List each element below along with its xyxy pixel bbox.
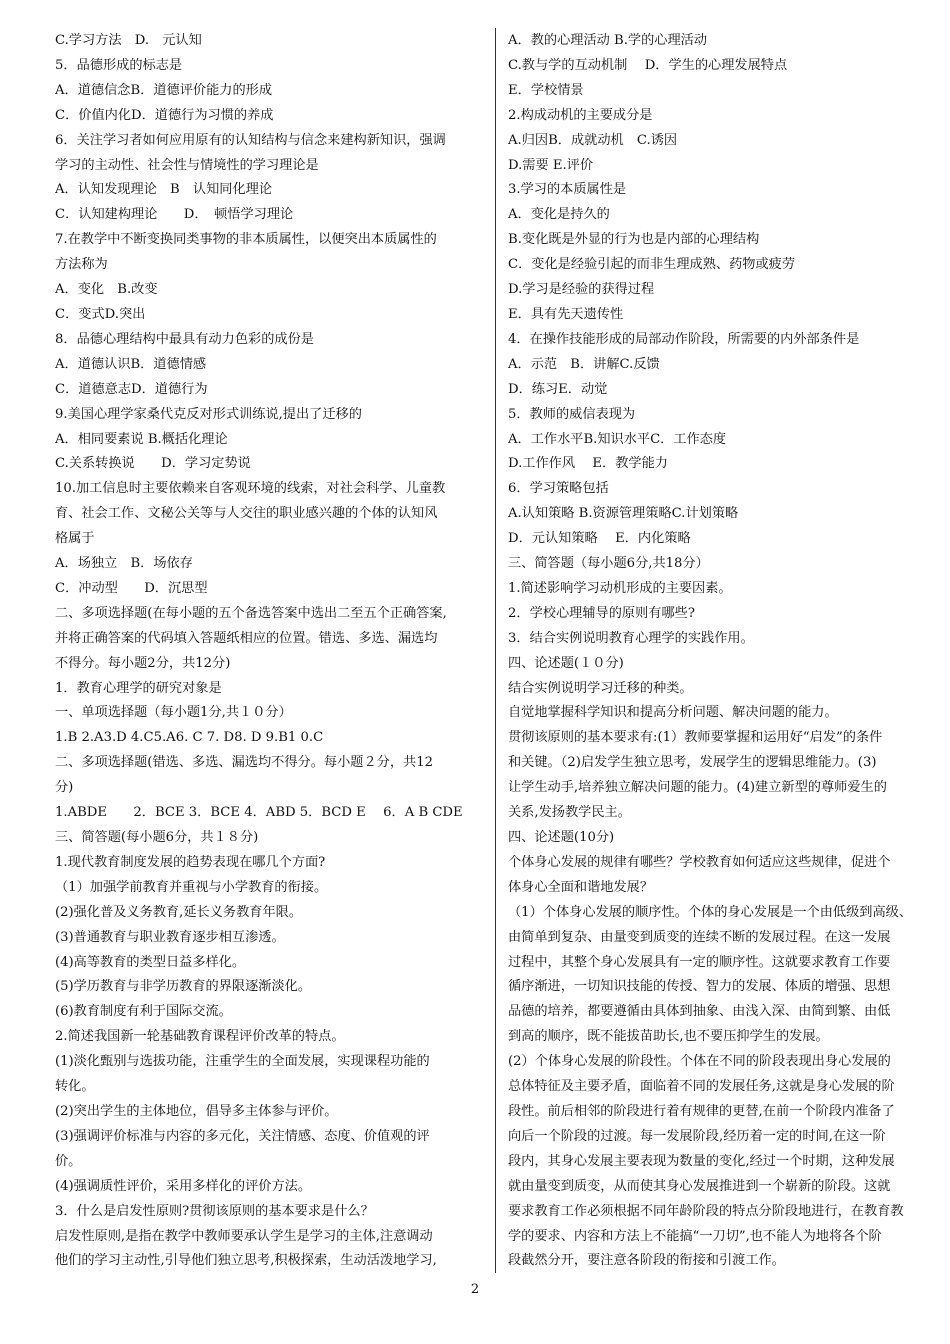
text-line: 就由量变到质变，从而使其身心发展推进到一个崭新的阶段。这就 (508, 1178, 891, 1194)
text-line: 总体特征及主要矛盾，面临着不同的发展任务,这就是身心发展的阶 (508, 1079, 895, 1095)
text-line: A.归因B．成就动机 C.诱因 (508, 132, 678, 148)
text-line: 1.ABDE 2．BCE 3．BCE 4．ABD 5．BCD E 6．A B CDE (55, 805, 463, 821)
text-line: 2．学校心理辅导的原则有哪些? (508, 605, 695, 621)
text-line: 8．品德心理结构中最具有动力色彩的成份是 (55, 331, 314, 347)
text-line: 5．品德形成的标志是 (55, 57, 183, 73)
text-line: C．价值内化D．道德行为习惯的养成 (55, 107, 274, 123)
text-line: 2.构成动机的主要成分是 (508, 107, 653, 123)
text-line: 3．什么是启发性原则?贯彻该原则的基本要求是什么？ (55, 1203, 374, 1219)
text-line: 不得分。每小题2分，共12分) (55, 655, 231, 671)
text-line: 学的要求、内容和方法上不能搞“一刀切”,也不能人为地将各个阶 (508, 1228, 882, 1244)
text-line: 并将正确答案的代码填入答题纸相应的位置。错选、多选、漏选均 (55, 630, 438, 646)
text-line: 1.B 2.A3.D 4.C5.A6. C 7. D8. D 9.B1 0.C (55, 730, 324, 746)
text-line: (2)突出学生的主体地位，倡导多主体参与评价。 (55, 1103, 338, 1119)
text-line: 品德的培养，都要遵循由具体到抽象、由浅入深、由简到繁、由低 (508, 1004, 891, 1020)
text-line: E．学校情景 (508, 82, 584, 98)
text-line: 他们的学习主动性,引导他们独立思考,积极探索，生动活泼地学习, (55, 1253, 437, 1269)
text-line: 段性。前后相邻的阶段进行着有规律的更替,在前一个阶段内准备了 (508, 1103, 895, 1119)
text-line: 育、社会工作、文秘公关等与人交往的职业感兴趣的个体的认知风 (55, 506, 438, 522)
text-line: 个体身心发展的规律有哪些？学校教育如何适应这些规律，促进个 (508, 854, 891, 870)
text-line: 到高的顺序，既不能拔苗助长,也不要压抑学生的发展。 (508, 1029, 829, 1045)
text-line: (4)强调质性评价，采用多样化的评价方法。 (55, 1178, 312, 1194)
text-line: 3.学习的本质属性是 (508, 182, 627, 198)
text-line: D.需要 E.评价 (508, 157, 594, 173)
text-line: 结合实例说明学习迁移的种类。 (508, 680, 693, 696)
text-line: 1．教育心理学的研究对象是 (55, 680, 222, 696)
text-line: A．变化 B.改变 (55, 282, 158, 298)
text-line: 1.现代教育制度发展的趋势表现在哪几个方面? (55, 854, 326, 870)
text-line: C.关系转换说 D．学习定势说 (55, 456, 251, 472)
text-line: (4)高等教育的类型日益多样化。 (55, 954, 246, 970)
text-line: 学习的主动性、社会性与情境性的学习理论是 (55, 157, 319, 173)
text-line: 分) (55, 780, 74, 796)
text-line: 7.在教学中不断变换同类事物的非本质属性，以便突出本质属性的 (55, 232, 437, 248)
text-line: A．变化是持久的 (508, 207, 610, 223)
text-line: 循序渐进，一切知识技能的传授、智力的发展、体质的增强、思想 (508, 979, 891, 995)
text-line: 和关键。（2)启发学生独立思考，发展学生的逻辑思维能力。(3) (508, 755, 877, 771)
page-number: 2 (470, 1282, 480, 1297)
text-line: 2.简述我国新一轮基础教育课程评价改革的特点。 (55, 1029, 345, 1045)
text-line: C．冲动型 D．沉思型 (55, 580, 208, 596)
text-line: 转化。 (55, 1079, 95, 1095)
text-line: A.认知策略 B.资源管理策略C.计划策略 (508, 506, 739, 522)
text-line: 4．在操作技能形成的局部动作阶段，所需要的内外部条件是 (508, 331, 860, 347)
left-column (55, 29, 487, 1274)
text-line: 贯彻该原则的基本要求有:(1）教师要掌握和运用好“启发”的条件 (508, 730, 883, 746)
text-line: (1)淡化甄别与选拔功能，注重学生的全面发展，实现课程功能的 (55, 1054, 430, 1070)
text-line: C．道德意志D．道德行为 (55, 381, 208, 397)
text-line: 3．结合实例说明教育心理学的实践作用。 (508, 630, 754, 646)
text-line: 三、简答题（每小题6分,共18分） (508, 556, 709, 572)
right-column (508, 29, 940, 1274)
text-line: 二、多项选择题(在每小题的五个备选答案中选出二至五个正确答案, (55, 605, 447, 621)
text-line: A．场独立 B．场依存 (55, 556, 193, 572)
text-line: (3)强调评价标准与内容的多元化，关注情感、态度、价值观的评 (55, 1128, 430, 1144)
text-line: (2）个体身心发展的阶段性。个体在不同的阶段表现出身心发展的 (508, 1054, 891, 1070)
text-line: 启发性原则,是指在教学中教师要承认学生是学习的主体,注意调动 (55, 1228, 433, 1244)
column-divider (495, 28, 496, 1273)
text-line: 6．学习策略包括 (508, 481, 609, 497)
text-line: 关系,发扬教学民主。 (508, 805, 631, 821)
text-line: A．认知发现理论 B 认知同化理论 (55, 182, 273, 198)
text-line: （1）加强学前教育并重视与小学教育的衔接。 (55, 879, 328, 895)
text-line: 段截然分开，要注意各阶段的衔接和引渡工作。 (508, 1253, 785, 1269)
text-line: 格属于 (55, 531, 95, 547)
text-line: A．示范 B．讲解C.反馈 (508, 356, 660, 372)
text-line: D.学习是经验的获得过程 (508, 282, 655, 298)
text-line: C．变化是经验引起的而非生理成熟、药物或疲劳 (508, 257, 796, 273)
text-line: 体身心全面和谐地发展？ (508, 879, 654, 895)
text-line: D．元认知策略 E．内化策略 (508, 531, 691, 547)
text-line: 四、论述题(１０分) (508, 655, 624, 671)
text-line: 10.加工信息时主要依赖来自客观环境的线索，对社会科学、儿童教 (55, 481, 446, 497)
text-line: 自觉地掌握科学知识和提高分析问题、解决问题的能力。 (508, 705, 838, 721)
text-line: A．道德认识B．道德情感 (55, 356, 207, 372)
text-line: 价。 (55, 1153, 82, 1169)
text-line: 三、简答题(每小题6分，共１８分) (55, 830, 259, 845)
text-line: (2)强化普及义务教育,延长义务教育年限。 (55, 904, 303, 920)
text-line: 5．教师的威信表现为 (508, 406, 636, 422)
text-line: A．道德信念B．道德评价能力的形成 (55, 82, 273, 98)
text-line: 要求教育工作必须根据不同年龄阶段的特点分阶段地进行，在教育教 (508, 1203, 904, 1219)
text-line: B.变化既是外显的行为也是内部的心理结构 (508, 232, 760, 248)
text-line: C.学习方法 D. 元认知 (55, 33, 202, 48)
text-line: (6)教育制度有利于国际交流。 (55, 1004, 232, 1020)
text-line: 二、多项选择题(错选、多选、漏选均不得分。每小题２分，共12 (55, 755, 433, 771)
text-line: C．认知建构理论 D． 顿悟学习理论 (55, 207, 294, 223)
text-line: A．教的心理活动 B.学的心理活动 (508, 33, 708, 48)
text-line: D．练习E．动觉 (508, 381, 608, 397)
text-line: C.教与学的互动机制 D．学生的心理发展特点 (508, 57, 788, 73)
text-line: 由简单到复杂、由量变到质变的连续不断的发展过程。在这一发展 (508, 929, 891, 945)
text-line: C．变式D.突出 (55, 306, 146, 322)
text-line: 方法称为 (55, 257, 108, 273)
text-line: 向后一个阶段的过渡。每一发展阶段,经历着一定的时间,在这一阶 (508, 1128, 886, 1144)
text-line: 一、单项选择题（每小题1分,共１０分） (55, 705, 292, 721)
text-line: (5)学历教育与非学历教育的界限逐渐淡化。 (55, 979, 312, 995)
text-line: 9.美国心理学家桑代克反对形式训练说,提出了迁移的 (55, 406, 362, 422)
text-line: D.工作作风 E．教学能力 (508, 456, 668, 472)
text-line: A．工作水平B.知识水平C．工作态度 (508, 431, 727, 447)
text-line: 四、论述题(10分) (508, 830, 615, 845)
text-line: 段内，其身心发展主要表现为数量的变化,经过一个时期，这种发展 (508, 1153, 895, 1169)
text-line: 过程中，其整个身心发展具有一定的顺序性。这就要求教育工作要 (508, 954, 891, 970)
text-line: 6．关注学习者如何应用原有的认知结构与信念来建构新知识，强调 (55, 132, 446, 148)
text-line: 让学生动手,培养独立解决问题的能力。(4)建立新型的尊师爱生的 (508, 780, 887, 796)
text-line: A．相同要素说 B.概括化理论 (55, 431, 228, 447)
text-line: 1.简述影响学习动机形成的主要因素。 (508, 580, 732, 596)
text-line: E．具有先天遗传性 (508, 306, 624, 322)
text-line: (3)普通教育与职业教育逐步相互渗透。 (55, 929, 285, 945)
text-line: （1）个体身心发展的顺序性。个体的身心发展是一个由低级到高级、 (508, 904, 913, 920)
